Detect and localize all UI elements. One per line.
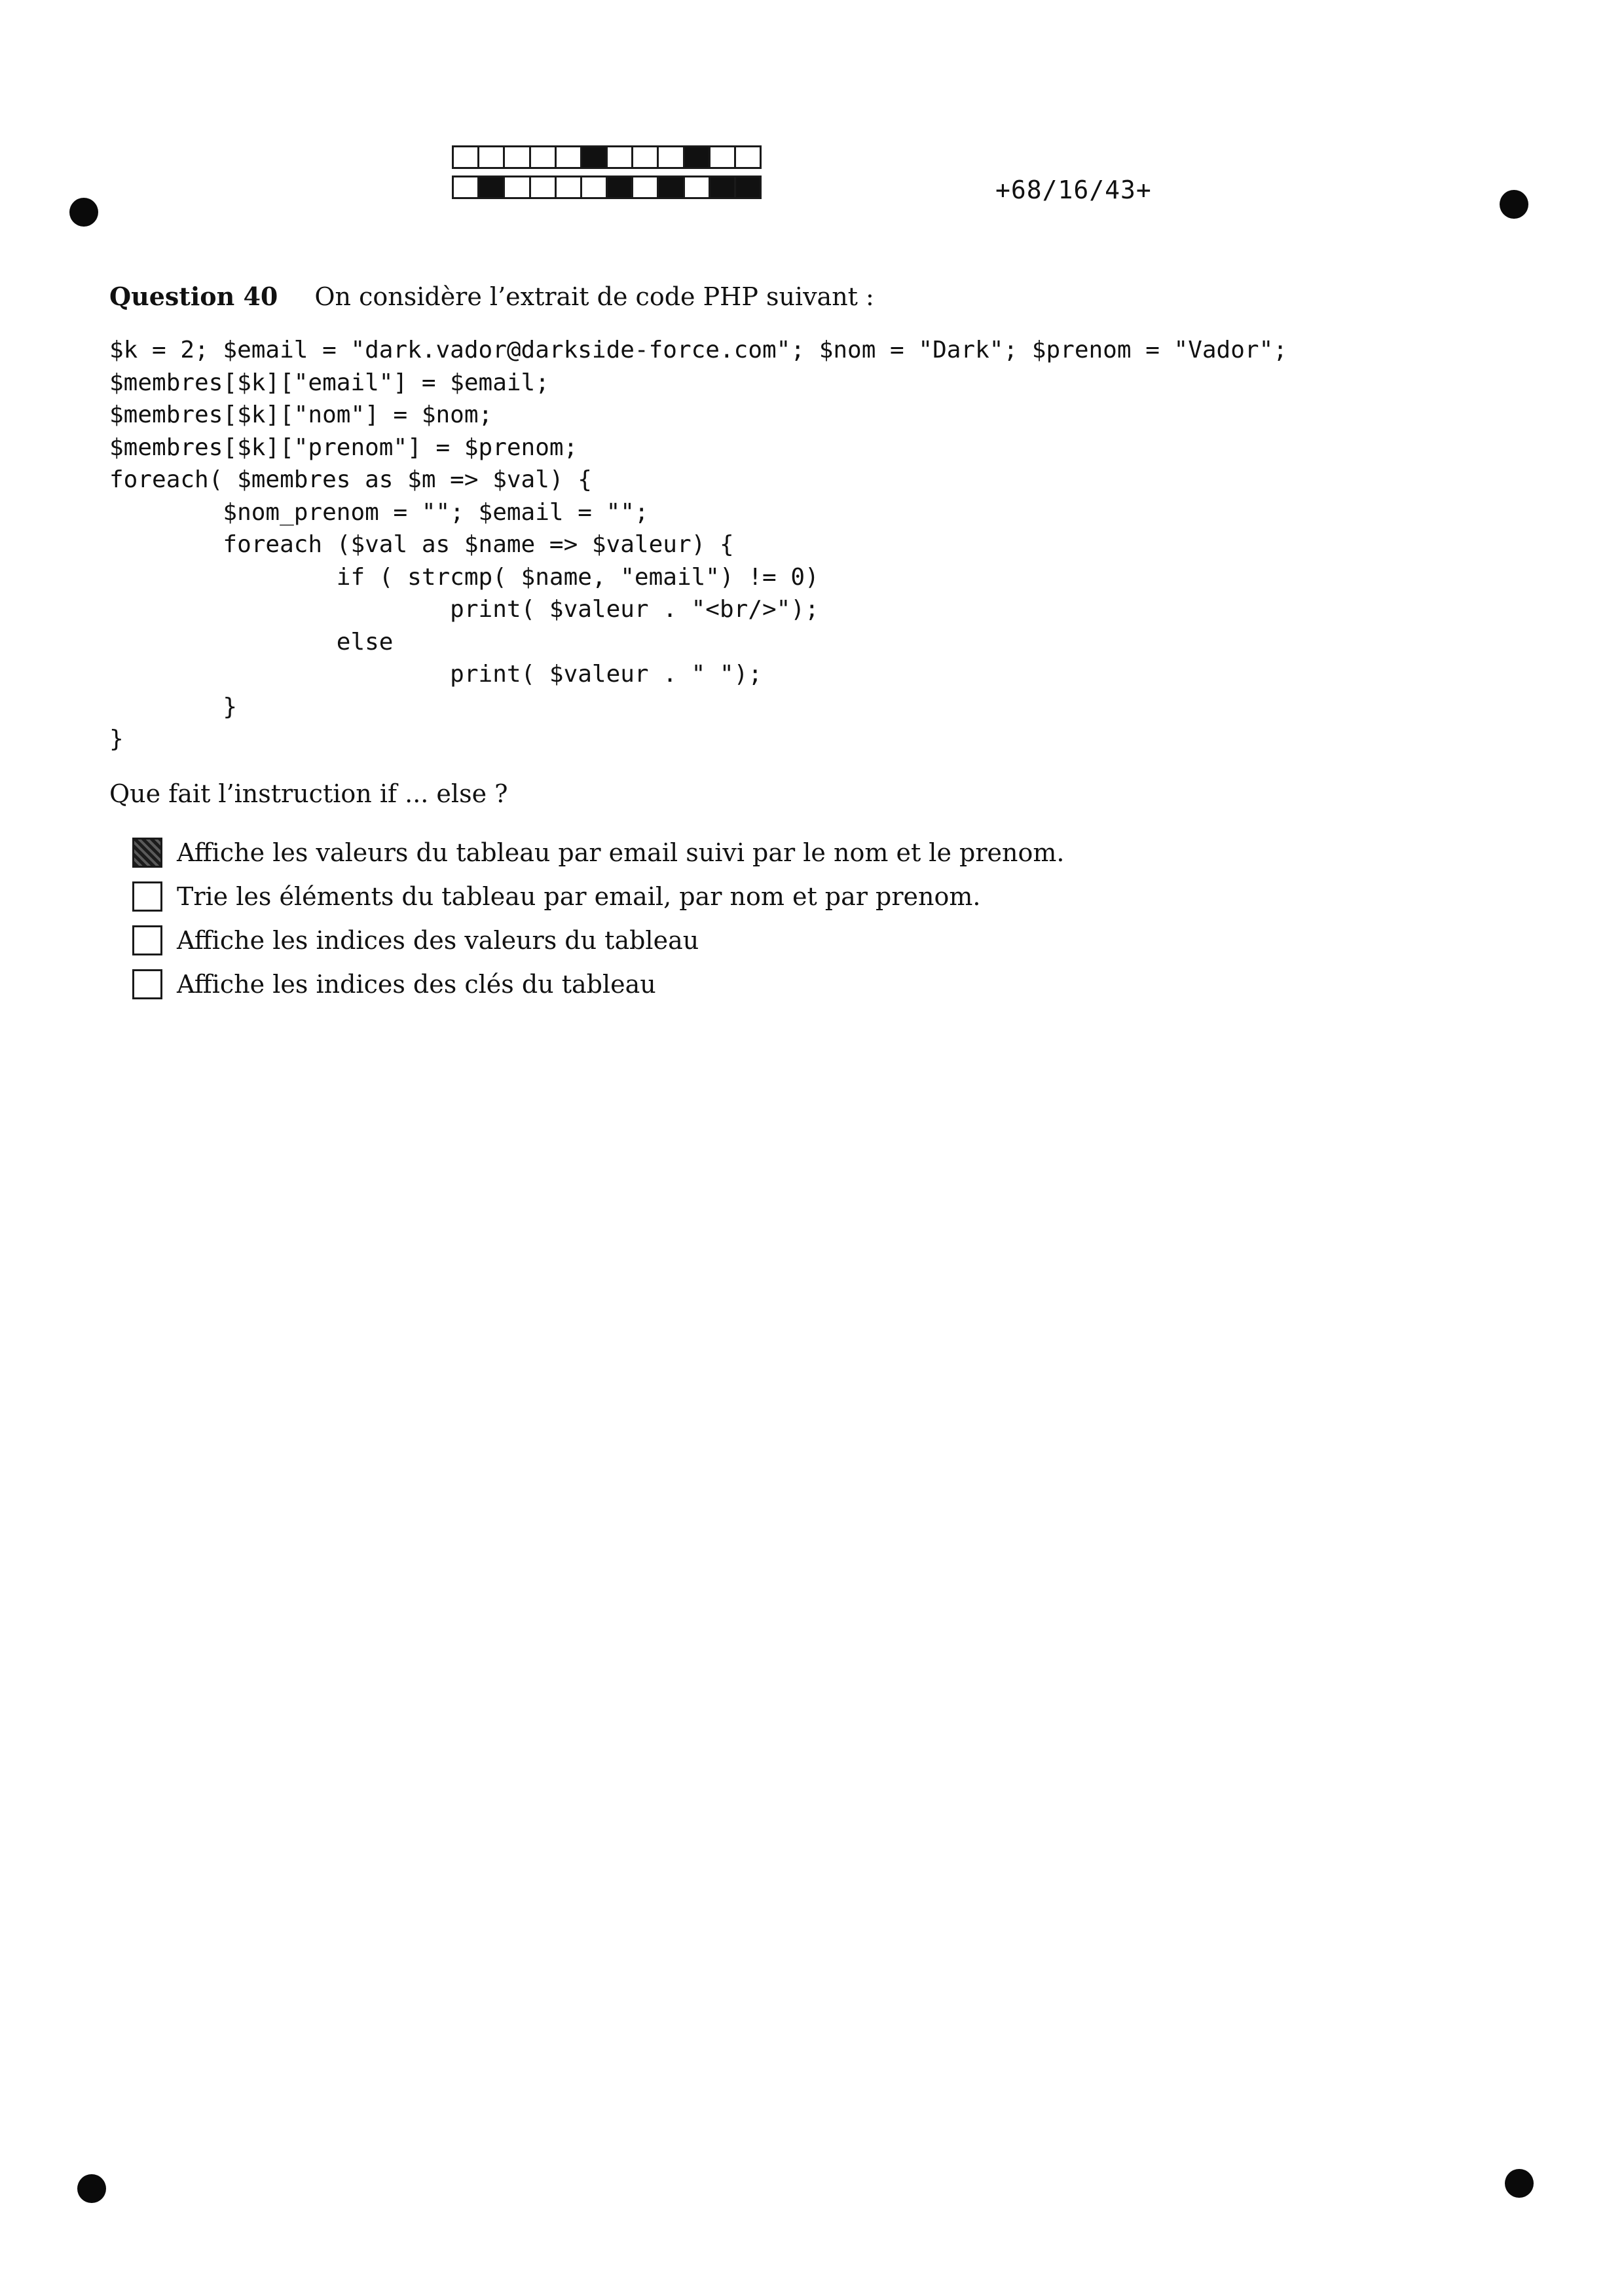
answer-option[interactable] <box>132 918 1064 962</box>
code-line: } <box>109 726 124 752</box>
question-intro: On considère l’extrait de code PHP suivant : <box>314 282 874 311</box>
question-prompt: Que fait l’instruction if ... else ? <box>109 779 508 808</box>
code-line: $membres[$k]["nom"] = $nom; <box>109 401 493 428</box>
code-line: $membres[$k]["prenom"] = $prenom; <box>109 434 578 461</box>
answer-checkbox[interactable] <box>132 925 162 955</box>
barcode-cell <box>657 145 684 169</box>
barcode-row <box>452 145 760 169</box>
barcode-cell <box>734 145 762 169</box>
code-line: } <box>109 693 238 720</box>
barcode-cell <box>555 145 582 169</box>
answer-label: Affiche les indices des valeurs du tableau <box>177 925 699 955</box>
code-line: foreach ($val as $name => $valeur) { <box>109 531 734 558</box>
barcode-cell <box>580 145 608 169</box>
code-line: else <box>109 628 394 656</box>
code-line: $nom_prenom = ""; $email = ""; <box>109 498 649 526</box>
corner-registration-mark-top-left <box>69 198 98 227</box>
barcode-cell <box>631 176 659 199</box>
corner-registration-mark-bottom-right <box>1505 2169 1534 2198</box>
barcode-cell <box>657 176 684 199</box>
page-id-code: +68/16/43+ <box>995 176 1152 204</box>
barcode-row <box>452 176 760 199</box>
barcode-cell <box>529 145 557 169</box>
answer-label: Affiche les indices des clés du tableau <box>177 969 656 999</box>
answer-checkbox[interactable] <box>132 881 162 912</box>
barcode-cell <box>452 145 479 169</box>
code-line: foreach( $membres as $m => $val) { <box>109 466 592 493</box>
php-code-snippet <box>109 334 1287 756</box>
barcode-cell <box>734 176 762 199</box>
question-header <box>109 282 874 311</box>
question-number: Question 40 <box>109 282 278 311</box>
barcode-cell <box>529 176 557 199</box>
answer-list <box>132 830 1064 1006</box>
code-line: $k = 2; $email = "dark.vador@darkside-force.com"; $nom = "Dark"; $prenom = "Vador"; <box>109 337 1287 363</box>
code-line: $membres[$k]["email"] = $email; <box>109 369 549 396</box>
barcode-cell <box>631 145 659 169</box>
barcode-cell <box>503 176 530 199</box>
answer-checkbox-checked[interactable] <box>132 838 162 868</box>
corner-registration-mark-bottom-left <box>77 2174 106 2203</box>
barcode-cell <box>477 176 505 199</box>
barcode-cell <box>606 145 633 169</box>
barcode-cell <box>606 176 633 199</box>
corner-registration-mark-top-right <box>1500 190 1528 219</box>
code-line: print( $valeur . "<br/>"); <box>109 596 819 623</box>
answer-checkbox[interactable] <box>132 969 162 999</box>
code-line: if ( strcmp( $name, "email") != 0) <box>109 563 819 591</box>
barcode-cell <box>709 176 736 199</box>
answer-option[interactable] <box>132 830 1064 874</box>
code-line: print( $valeur . " "); <box>109 661 762 688</box>
answer-label: Affiche les valeurs du tableau par email suivi par le nom et le prenom. <box>177 838 1065 867</box>
barcode-cell <box>503 145 530 169</box>
barcode-cell <box>683 176 710 199</box>
barcode-cell <box>709 145 736 169</box>
page-barcode <box>452 145 760 206</box>
barcode-cell <box>452 176 479 199</box>
barcode-cell <box>477 145 505 169</box>
answer-option[interactable] <box>132 874 1064 918</box>
barcode-cell <box>580 176 608 199</box>
answer-option[interactable] <box>132 962 1064 1006</box>
barcode-cell <box>683 145 710 169</box>
answer-label: Trie les éléments du tableau par email, par nom et par prenom. <box>177 881 981 911</box>
barcode-cell <box>555 176 582 199</box>
